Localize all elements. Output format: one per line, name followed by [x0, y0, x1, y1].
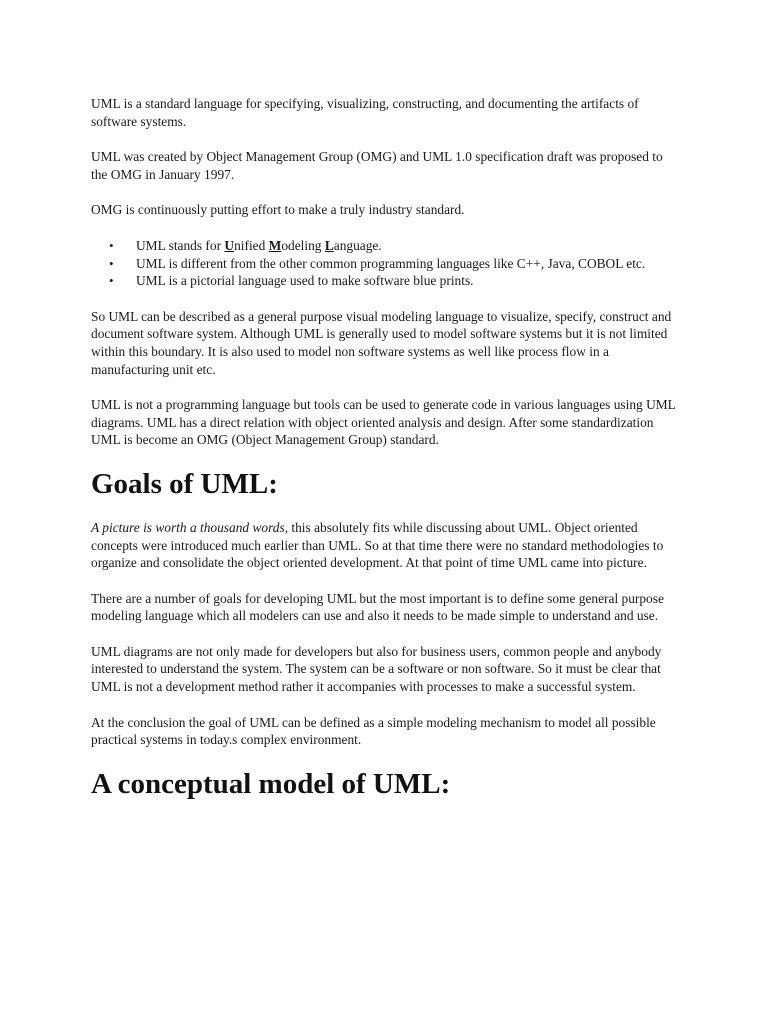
list-item-text: UML is a pictorial language used to make software blue prints. — [136, 273, 474, 289]
list-item — [109, 237, 681, 255]
list-item — [109, 255, 681, 273]
intro-paragraph-3: OMG is continuously putting effort to make a truly industry standard. — [91, 202, 465, 218]
goals-paragraph-3: UML diagrams are not only made for developers but also for business users, common people and anybody interested to understand the system. The system can be a software or non software. So it must be clear that UML is not a development method rather it accompanies with processes to make a successful system. — [91, 643, 662, 695]
conceptual-model-heading: A conceptual model of UML: — [91, 767, 451, 800]
document-body — [91, 95, 681, 819]
bullet-icon: • — [109, 273, 114, 289]
intro-paragraph-1: UML is a standard language for specifying, visualizing, constructing, and documenting the artifacts of software systems. — [91, 96, 639, 129]
intro-paragraph-2: UML was created by Object Management Group (OMG) and UML 1.0 specification draft was proposed to the OMG in January 1997. — [91, 149, 663, 182]
list-item-text-modeling: odeling — [281, 237, 325, 253]
goals-paragraph-2: There are a number of goals for developing UML but the most important is to define some general purpose modeling language which all modelers can use and also it needs to be made simple to understand and use. — [91, 590, 664, 624]
list-item-text: UML is different from the other common programming languages like C++, Java, COBOL etc. — [136, 255, 646, 271]
goals-heading: Goals of UML: — [91, 467, 278, 500]
emphasis-letter-m: M — [268, 237, 282, 253]
quote-italic: A picture is worth a thousand words — [91, 519, 285, 535]
list-item — [109, 272, 681, 290]
body-paragraph-1: So UML can be described as a general purpose visual modeling language to visualize, specify, construct and document software system. Although UML is generally used to model software systems but it is not limited within this boundary. It is also used to model non software systems as well like process flow in a manufacturing unit etc. — [91, 308, 672, 377]
emphasis-letter-l: L — [324, 237, 334, 253]
list-item-text-language: anguage. — [333, 237, 382, 253]
list-item-text-unified: nified — [234, 237, 269, 253]
goals-paragraph-1-rest: , this absolutely fits while discussing about UML. Object oriented concepts were introduced much earlier than UML. So at that time there were no standard methodologies to organize and consolidate the object oriented development. At that point of time UML came into picture. — [91, 519, 664, 571]
body-paragraph-2: UML is not a programming language but tools can be used to generate code in various languages using UML diagrams. UML has a direct relation with object oriented analysis and design. After some standardization UML is become an OMG (Object Management Group) standard. — [91, 397, 676, 448]
bullet-icon: • — [109, 237, 114, 253]
goals-paragraph-1 — [91, 519, 681, 572]
bullet-icon: • — [109, 255, 114, 271]
emphasis-letter-u: U — [224, 237, 235, 253]
goals-paragraph-4: At the conclusion the goal of UML can be defined as a simple modeling mechanism to model all possible practical systems in today.s complex environment. — [91, 714, 656, 748]
list-item-text-prefix: UML stands for — [136, 237, 225, 253]
uml-facts-list — [91, 237, 681, 290]
